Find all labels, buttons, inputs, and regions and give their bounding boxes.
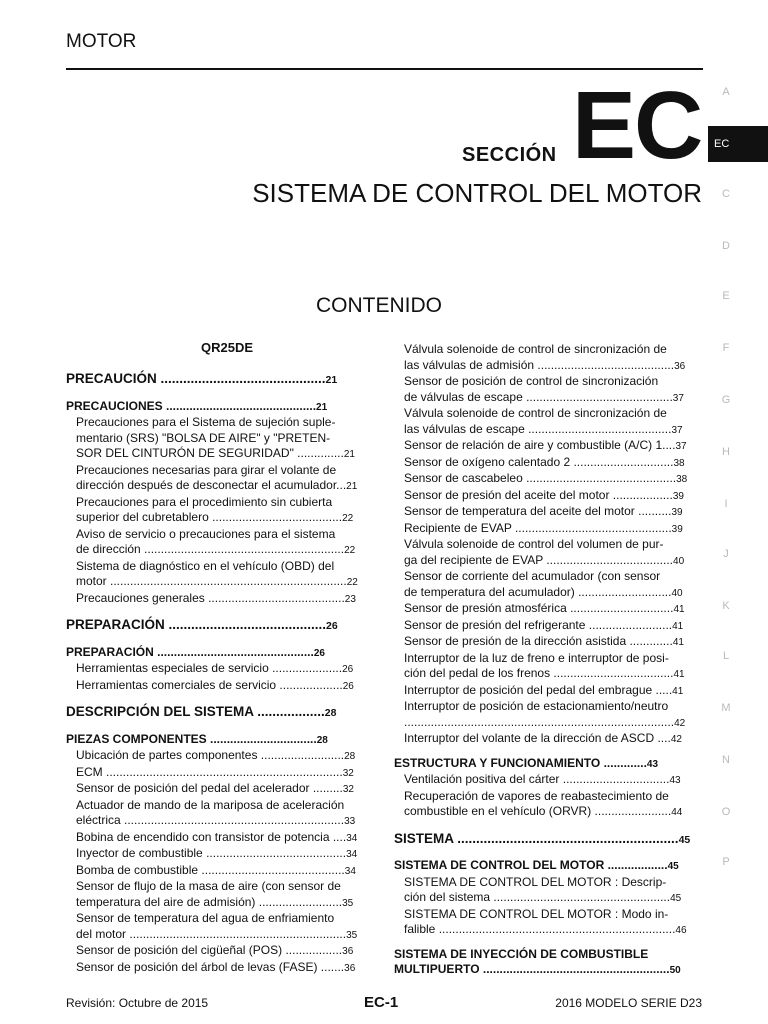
toc-entry-page: 38: [676, 474, 688, 485]
section-tab-f[interactable]: F: [722, 342, 730, 354]
model-heading: QR25DE: [200, 340, 254, 355]
toc-entry[interactable]: [394, 601, 700, 618]
toc-entry-title: Precauciones para el Sistema de sujeción suple- mentario (SRS) "BOLSA DE AIRE" y "PRETEN- SOR DEL CINTURÓN DE SEGURIDAD" ..............: [76, 415, 344, 460]
toc-entry-title: Precauciones necesarias para girar el volante de dirección después de desconectar el acumulador...: [76, 462, 347, 492]
toc-entry-page: 40: [671, 587, 683, 599]
toc-entry-title: Sensor de relación de aire y combustible (A/C) 1....: [404, 438, 676, 452]
toc-entry-title: PREPARACIÓN ...............................................: [66, 644, 314, 659]
toc-entry-title: Sensor de presión del refrigerante .........................: [404, 617, 673, 632]
toc-entry-page: 39: [671, 507, 683, 518]
toc-entry-title: Recipiente de EVAP ...............................................: [404, 520, 672, 535]
toc-entry-page: 45: [670, 893, 682, 904]
toc-entry-title: Actuador de mando de la mariposa de aceleración eléctrica ..................................................................: [76, 797, 345, 827]
toc-entry[interactable]: [66, 911, 374, 943]
toc-entry-page: 50: [669, 965, 681, 976]
footer-page-number: EC-1: [364, 994, 399, 1011]
toc-right-column: [394, 342, 700, 979]
toc-entry-title: SISTEMA DE CONTROL DEL MOTOR ..................: [394, 858, 668, 872]
toc-entry-title: Ventilación positiva del cárter ................................: [404, 772, 670, 786]
toc-entry-title: Sensor de temperatura del aceite del motor ..........: [404, 504, 672, 518]
toc-entry-page: 37: [672, 392, 684, 404]
toc-left-column: [66, 340, 374, 976]
toc-entry[interactable]: [66, 879, 374, 911]
toc-entry-page: 42: [674, 717, 686, 729]
toc-entry[interactable]: [66, 830, 374, 847]
toc-entry-title: Interruptor de posición de estacionamiento/neutro .................................................................................: [404, 699, 675, 729]
toc-entry[interactable]: [66, 846, 374, 863]
section-title: SISTEMA DE CONTROL DEL MOTOR: [252, 178, 702, 208]
toc-entry-page: 43: [646, 758, 659, 770]
toc-entry[interactable]: [394, 699, 700, 731]
section-label: SECCIÓN: [462, 144, 557, 166]
toc-entry-page: 38: [673, 457, 685, 469]
toc-entry-title: Herramientas comerciales de servicio ...................: [76, 677, 343, 692]
toc-entry-title: PIEZAS COMPONENTES ................................: [66, 731, 317, 746]
toc-entry[interactable]: [394, 488, 700, 505]
toc-entry[interactable]: [66, 617, 374, 635]
toc-entry[interactable]: [66, 863, 374, 880]
toc-entry-title: SISTEMA DE CONTROL DEL MOTOR : Descrip- ción del sistema .....................................................: [404, 874, 671, 904]
section-tab-j[interactable]: J: [723, 548, 729, 560]
toc-entry-title: Válvula solenoide de control de sincronización de las válvulas de escape ...........................................: [404, 406, 672, 436]
section-tab-p[interactable]: P: [722, 856, 730, 868]
toc-entry[interactable]: [394, 438, 700, 455]
toc-entry-title: Ubicación de partes componentes .........................: [76, 748, 345, 762]
toc-entry-title: Válvula solenoide de control del volumen de pur- ga del recipiente de EVAP ......................................: [404, 537, 674, 567]
toc-entry-title: Interruptor de la luz de freno e interruptor de posi- ción del pedal de los frenos ....................................: [404, 650, 674, 680]
toc-entry-title: DESCRIPCIÓN DEL SISTEMA ..................: [66, 704, 325, 719]
toc-entry-title: Sensor de posición del árbol de levas (FASE) .......: [76, 959, 345, 974]
toc-entry-title: Sensor de oxígeno calentado 2 ..............................: [404, 454, 674, 469]
toc-entry[interactable]: [394, 831, 700, 849]
toc-entry-page: 41: [672, 685, 684, 697]
header-title: MOTOR: [66, 31, 137, 52]
toc-entry-page: 35: [342, 897, 354, 909]
toc-entry-page: 45: [667, 861, 679, 872]
toc-entry[interactable]: [66, 960, 374, 977]
toc-entry-title: Herramientas especiales de servicio .....................: [76, 661, 343, 675]
toc-entry-page: 40: [673, 555, 685, 567]
toc-entry[interactable]: [66, 765, 374, 782]
toc-entry[interactable]: [394, 875, 700, 907]
toc-entry-page: 42: [670, 734, 682, 745]
toc-entry-page: 41: [673, 669, 685, 680]
toc-entry-page: 26: [326, 620, 338, 632]
contents-title: CONTENIDO: [316, 294, 442, 317]
toc-entry-page: 26: [342, 664, 354, 675]
toc-entry-title: Sensor de posición del cigüeñal (POS) .................: [76, 943, 343, 957]
toc-entry-page: 39: [671, 523, 683, 535]
section-tab-g[interactable]: G: [721, 394, 731, 406]
toc-entry-page: 44: [671, 807, 683, 818]
toc-entry-page: 34: [344, 865, 356, 877]
toc-entry[interactable]: [394, 858, 700, 875]
toc-entry-page: 36: [344, 962, 356, 974]
toc-entry[interactable]: [66, 943, 374, 960]
toc-entry[interactable]: [66, 559, 374, 591]
toc-entry[interactable]: [394, 683, 700, 700]
toc-entry-page: 37: [675, 441, 687, 452]
toc-entry-title: Interruptor de posición del pedal del embrague .....: [404, 682, 673, 697]
toc-entry-page: 41: [673, 604, 685, 615]
toc-entry[interactable]: [394, 947, 700, 979]
toc-entry-page: 45: [678, 833, 691, 846]
toc-entry-page: 39: [672, 490, 684, 502]
toc-entry-title: Inyector de combustible ..........................................: [76, 846, 347, 860]
toc-entry[interactable]: [66, 748, 374, 765]
toc-entry[interactable]: [394, 569, 700, 601]
toc-entry-title: Sensor de posición del pedal del acelerador .........: [76, 781, 343, 795]
toc-entry-page: 37: [671, 424, 683, 436]
toc-entry[interactable]: [66, 732, 374, 749]
toc-entry-page: 23: [344, 593, 356, 605]
toc-entry[interactable]: [66, 463, 374, 495]
toc-entry-page: 32: [342, 784, 354, 795]
toc-entry-title: Sensor de presión de la dirección asistida .............: [404, 634, 673, 648]
toc-entry[interactable]: [66, 661, 374, 678]
toc-entry[interactable]: [66, 495, 374, 527]
toc-entry[interactable]: [66, 781, 374, 798]
toc-entry-title: PREPARACIÓN ..........................................: [66, 617, 327, 632]
toc-entry-title: SISTEMA DE CONTROL DEL MOTOR : Modo in- falible .......................................................................: [404, 906, 676, 936]
toc-entry[interactable]: [66, 704, 374, 722]
section-tab-m[interactable]: M: [721, 702, 731, 714]
toc-entry-page: 21: [325, 374, 338, 386]
section-tab-o[interactable]: O: [721, 806, 731, 818]
toc-entry-page: 41: [672, 637, 684, 648]
section-tab-ec[interactable]: EC: [708, 126, 768, 162]
toc-entry[interactable]: [394, 521, 700, 538]
section-tab-a[interactable]: A: [722, 86, 730, 98]
toc-entry-title: Sensor de posición de control de sincronización de válvulas de escape ............................................: [404, 374, 673, 404]
toc-entry[interactable]: [66, 645, 374, 662]
toc-entry-page: 41: [672, 620, 684, 632]
toc-entry[interactable]: [394, 342, 700, 374]
toc-entry-page: 28: [316, 734, 328, 746]
toc-entry[interactable]: [66, 527, 374, 559]
toc-entry-page: 22: [342, 513, 354, 524]
toc-entry[interactable]: [394, 651, 700, 683]
footer-revision: Revisión: Octubre de 2015: [66, 996, 209, 1010]
section-tab-e[interactable]: E: [722, 290, 730, 302]
toc-entry[interactable]: [394, 756, 700, 773]
toc-entry-title: Válvula solenoide de control de sincronización de las válvulas de admisión .........................................: [404, 342, 675, 372]
toc-entry-page: 28: [324, 707, 337, 719]
section-tab-l[interactable]: L: [722, 650, 730, 662]
toc-entry-title: Bomba de combustible ...........................................: [76, 862, 345, 877]
toc-entry[interactable]: [66, 415, 374, 463]
toc-entry[interactable]: [394, 772, 700, 789]
toc-entry[interactable]: [394, 618, 700, 635]
toc-entry[interactable]: [66, 371, 374, 389]
toc-entry[interactable]: [66, 399, 374, 416]
toc-entry[interactable]: [394, 731, 700, 748]
toc-entry-title: Recuperación de vapores de reabastecimiento de combustible en el vehículo (ORVR) .......................: [404, 788, 672, 818]
section-tab-h[interactable]: H: [722, 446, 730, 458]
toc-entry-title: Sensor de presión del aceite del motor ..................: [404, 487, 673, 502]
section-tab-n[interactable]: N: [722, 754, 730, 766]
toc-entry-page: 22: [344, 545, 356, 556]
toc-entry[interactable]: [66, 798, 374, 830]
toc-entry-title: Sensor de cascabeleo .............................................: [404, 471, 677, 485]
toc-entry-title: ECM .......................................................................: [76, 764, 343, 779]
toc-entry[interactable]: [394, 504, 700, 521]
toc-entry[interactable]: [394, 471, 700, 488]
toc-entry-title: Interruptor del volante de la dirección de ASCD ....: [404, 731, 671, 745]
section-tab-k[interactable]: K: [722, 600, 730, 612]
toc-entry-page: 21: [343, 449, 355, 460]
toc-entry-title: Bobina de encendido con transistor de potencia ....: [76, 829, 347, 844]
toc-entry-title: Sensor de temperatura del agua de enfriamiento del motor .................................................................: [76, 911, 347, 941]
toc-entry-page: 28: [344, 751, 356, 762]
header-rule: [66, 68, 703, 70]
toc-entry[interactable]: [394, 374, 700, 406]
toc-entry-title: Sensor de corriente del acumulador (con sensor de temperatura del acumulador) ............................: [404, 569, 672, 599]
toc-entry-title: ESTRUCTURA Y FUNCIONAMIENTO .............: [394, 755, 647, 770]
section-code: EC: [572, 72, 702, 179]
toc-entry[interactable]: [394, 634, 700, 651]
toc-entry-title: PRECAUCIONES .............................................: [66, 398, 317, 413]
toc-entry-title: SISTEMA DE INYECCIÓN DE COMBUSTIBLE MULTIPUERTO ........................................................: [394, 946, 670, 976]
toc-entry-page: 26: [313, 647, 325, 659]
toc-entry-page: 35: [346, 929, 358, 941]
toc-entry[interactable]: [394, 907, 700, 939]
toc-entry-page: 21: [316, 401, 328, 413]
toc-entry[interactable]: [394, 406, 700, 438]
toc-entry-title: Precauciones para el procedimiento sin cubierta superior del cubretablero .......................................: [76, 494, 343, 524]
toc-entry-page: 33: [344, 816, 356, 827]
toc-entry-title: Aviso de servicio o precauciones para el sistema de dirección ............................................................: [76, 526, 345, 556]
toc-entry-title: Sistema de diagnóstico en el vehículo (OBD) del motor .......................................................................: [76, 558, 347, 588]
section-tab-d[interactable]: D: [722, 240, 730, 252]
toc-entry-page: 43: [669, 775, 681, 786]
toc-entry-page: 22: [346, 577, 358, 588]
toc-entry-page: 36: [674, 360, 686, 372]
toc-entry-page: 34: [346, 849, 358, 860]
toc-entry[interactable]: [394, 789, 700, 821]
toc-entry-page: 26: [342, 680, 354, 692]
section-tab-i[interactable]: I: [724, 498, 728, 510]
toc-entry-page: 32: [342, 767, 354, 779]
toc-entry[interactable]: [66, 678, 374, 695]
toc-entry-title: Sensor de flujo de la masa de aire (con sensor de temperatura del aire de admisión) .........................: [76, 879, 343, 909]
toc-entry-title: PRECAUCIÓN ............................................: [66, 371, 326, 386]
toc-entry[interactable]: [394, 455, 700, 472]
toc-entry-title: Sensor de presión atmosférica ...............................: [404, 601, 674, 615]
toc-entry-page: 34: [346, 832, 358, 844]
toc-entry[interactable]: [66, 591, 374, 608]
toc-entry[interactable]: [394, 537, 700, 569]
section-tab-c[interactable]: C: [722, 188, 730, 200]
toc-entry-page: 46: [675, 925, 687, 936]
toc-entry-page: 21: [346, 481, 358, 492]
toc-entry-page: 36: [342, 946, 354, 957]
toc-entry-title: Precauciones generales .........................................: [76, 590, 345, 605]
toc-entry-title: SISTEMA ...........................................................: [394, 830, 679, 846]
footer-model: 2016 MODELO SERIE D23: [555, 996, 702, 1010]
